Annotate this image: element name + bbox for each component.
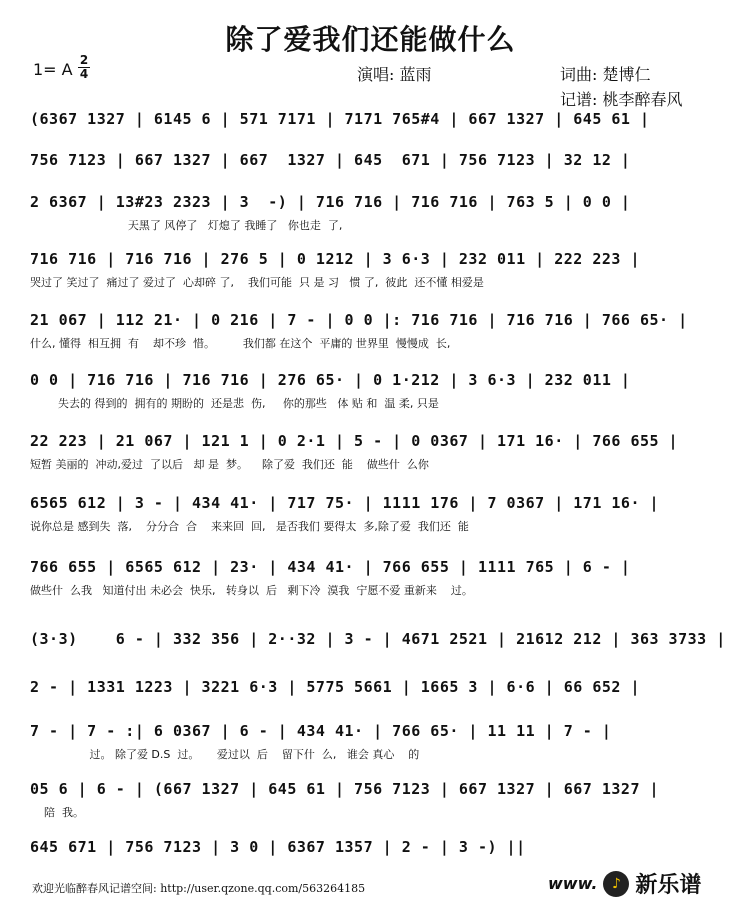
notes-row: 0 0 | 716 716 | 716 716 | 276 65· | 0 1·212 | 3 6·3 | 232 011 | [30, 371, 631, 389]
score-line [0, 780, 741, 838]
watermark-www: www. [548, 874, 598, 893]
score-line [0, 371, 741, 429]
lyrics-row: 做些什 么我 知道付出 未必会 快乐, 转身以 后 剩下冷 漠我 宁愿不爱 重新来 过。 [30, 584, 473, 597]
music-disc-icon: ♪ [603, 871, 629, 897]
page-title: 除了爱我们还能做什么 [225, 23, 516, 56]
notes-row: 7 - | 7 - :| 6 0367 | 6 - | 434 41· | 766 65· | 11 11 | 7 - | [30, 722, 612, 740]
score-line [0, 494, 741, 552]
key-signature: 1= A [33, 60, 73, 79]
score-line [0, 311, 741, 369]
notes-row: 766 655 | 6565 612 | 23· | 434 41· | 766 655 | 1111 765 | 6 - | [30, 558, 631, 576]
watermark-logo [548, 868, 701, 899]
notes-row: 2 - | 1331 1223 | 3221 6·3 | 5775 5661 | 1665 3 | 6·6 | 66 652 | [30, 678, 640, 696]
score-line [0, 432, 741, 490]
notes-row: 756 7123 | 667 1327 | 667 1327 | 645 671 | 756 7123 | 32 12 | [30, 151, 631, 169]
score-line [0, 722, 741, 780]
notes-row: 22 223 | 21 067 | 121 1 | 0 2·1 | 5 - | 0 0367 | 171 16· | 766 655 | [30, 432, 679, 450]
notes-row: 716 716 | 716 716 | 276 5 | 0 1212 | 3 6·3 | 232 011 | 222 223 | [30, 250, 640, 268]
notes-row: (3·3) 6 - | 332 356 | 2··32 | 3 - | 4671 2521 | 21612 212 | 363 3733 | [30, 630, 726, 648]
time-signature [77, 54, 91, 81]
transcriber-credit: 记谱: 桃李醉春风 [560, 90, 683, 109]
notes-row: 2 6367 | 13#23 2323 | 3 -) | 716 716 | 716 716 | 763 5 | 0 0 | [30, 193, 631, 211]
score-line [0, 250, 741, 308]
composer-credit: 词曲: 楚博仁 [560, 65, 651, 84]
singer-credit: 演唱: 蓝雨 [357, 65, 432, 84]
lyrics-row: 说你总是 感到失 落, 分分合 合 来来回 回, 是否我们 要得太 多,除了爱 我们还 能 [30, 520, 469, 533]
watermark-brand: 新乐谱 [635, 873, 702, 898]
notes-row: (6367 1327 | 6145 6 | 571 7171 | 7171 765#4 | 667 1327 | 645 61 | [30, 110, 650, 128]
time-signature-top: 2 [79, 53, 89, 67]
lyrics-row: 天黑了 风停了 灯熄了 我睡了 你也走 了, [30, 219, 343, 232]
notes-row: 21 067 | 112 21· | 0 216 | 7 - | 0 0 |: 716 716 | 716 716 | 766 65· | [30, 311, 688, 329]
lyrics-row: 失去的 得到的 拥有的 期盼的 还是悲 伤, 你的那些 体 贴 和 温 柔, 只是 [30, 397, 439, 410]
notes-row: 6565 612 | 3 - | 434 41· | 717 75· | 1111 176 | 7 0367 | 171 16· | [30, 494, 660, 512]
lyrics-row: 陪 我。 [30, 806, 84, 819]
notes-row: 645 671 | 756 7123 | 3 0 | 6367 1357 | 2 - | 3 -) || [30, 838, 526, 856]
lyrics-row: 哭过了 笑过了 痛过了 爱过了 心却碎 了, 我们可能 只 是 习 惯 了, 彼此 还不懂 相爱是 [30, 276, 484, 289]
footer-link-text: 欢迎光临醉春风记谱空间: http://user.qzone.qq.com/563264185 [32, 882, 366, 895]
lyrics-row: 过。 除了爱 D.S 过。 爱过以 后 留下什 么, 谁会 真心 的 [30, 748, 420, 761]
score-line [0, 558, 741, 616]
lyrics-row: 什么, 懂得 相互拥 有 却不珍 惜。 我们都 在这个 平庸的 世界里 慢慢成 长, [30, 337, 451, 350]
lyrics-row: 短暂 美丽的 冲动,爱过 了以后 却 是 梦。 除了爱 我们还 能 做些什 么你 [30, 458, 429, 471]
notes-row: 05 6 | 6 - | (667 1327 | 645 61 | 756 7123 | 667 1327 | 667 1327 | [30, 780, 660, 798]
time-signature-bottom: 4 [79, 67, 89, 81]
score-line [0, 193, 741, 251]
